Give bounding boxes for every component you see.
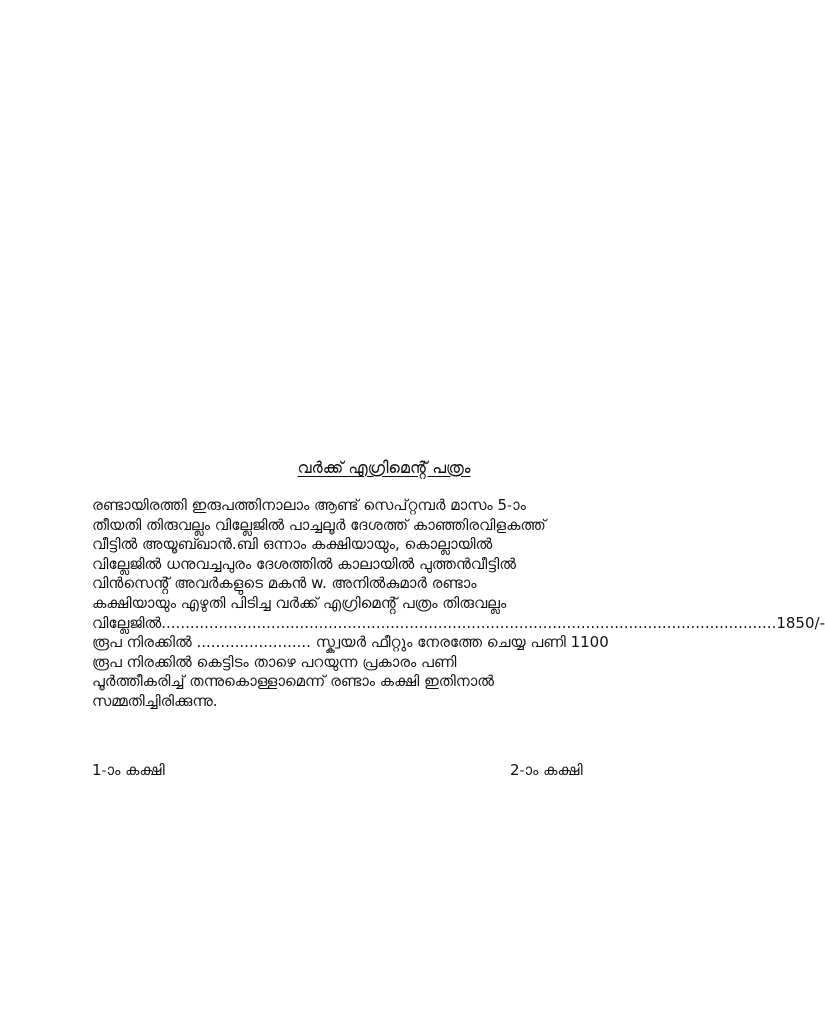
document-title: വർക്ക് എഗ്രിമെൻ്റ് പത്രം <box>297 458 471 477</box>
document-title-wrap <box>0 457 768 479</box>
body-line-5: വിൻസെൻ്റ് അവർകളുടെ മകൻ w. അനിൽകുമാർ രണ്ടാം <box>92 574 477 593</box>
second-party-signature-label: 2-ാം കക്ഷി <box>510 761 583 779</box>
body-line-2: തീയതി തിരുവല്ലം വില്ലേജിൽ പാച്ചലൂർ ദേശത്ത് കാഞ്ഞിരവിളകത്ത് <box>92 515 546 534</box>
body-line-3: വീട്ടിൽ അയൂബ്ഖാൻ.ബി ഒന്നാം കക്ഷിയായും, കൊല്ലായിൽ <box>92 535 493 554</box>
body-line-6: കക്ഷിയായും എഴുതി പിടിച്ച വർക്ക് എഗ്രിമെൻ്റ് പത്രം തിരുവല്ലം <box>92 593 507 612</box>
body-line-9: രൂപ നിരക്കിൽ കെട്ടിടം താഴെ പറയുന്ന പ്രകാരം പണി <box>92 652 457 671</box>
agreement-body <box>92 496 825 712</box>
body-line-10: പൂർത്തീകരിച്ച് തന്നുകൊള്ളാമെന്ന് രണ്ടാം കക്ഷി ഇതിനാൽ <box>92 672 494 691</box>
body-line-11: സമ്മതിച്ചിരിക്കുന്നു. <box>92 691 218 710</box>
body-line-8: രൂപ നിരക്കിൽ ........................ സ്ക്വയർ ഫീറ്റും നേരത്തേ ചെയ്യ പണി 1100 <box>92 633 609 652</box>
first-party-signature-label: 1-ാം കക്ഷി <box>92 761 165 779</box>
body-line-7: വില്ലേജിൽ.................................................................................................................................1850/- <box>92 613 825 632</box>
body-line-1: രണ്ടായിരത്തി ഇരുപത്തിനാലാം ആണ്ട് സെപ്റ്റമ്പർ മാസം 5-ാം <box>92 496 526 514</box>
body-line-4: വില്ലേജിൽ ധനുവച്ചപുരം ദേശത്തിൽ കാലായിൽ പുത്തൻവീട്ടിൽ <box>92 554 516 573</box>
